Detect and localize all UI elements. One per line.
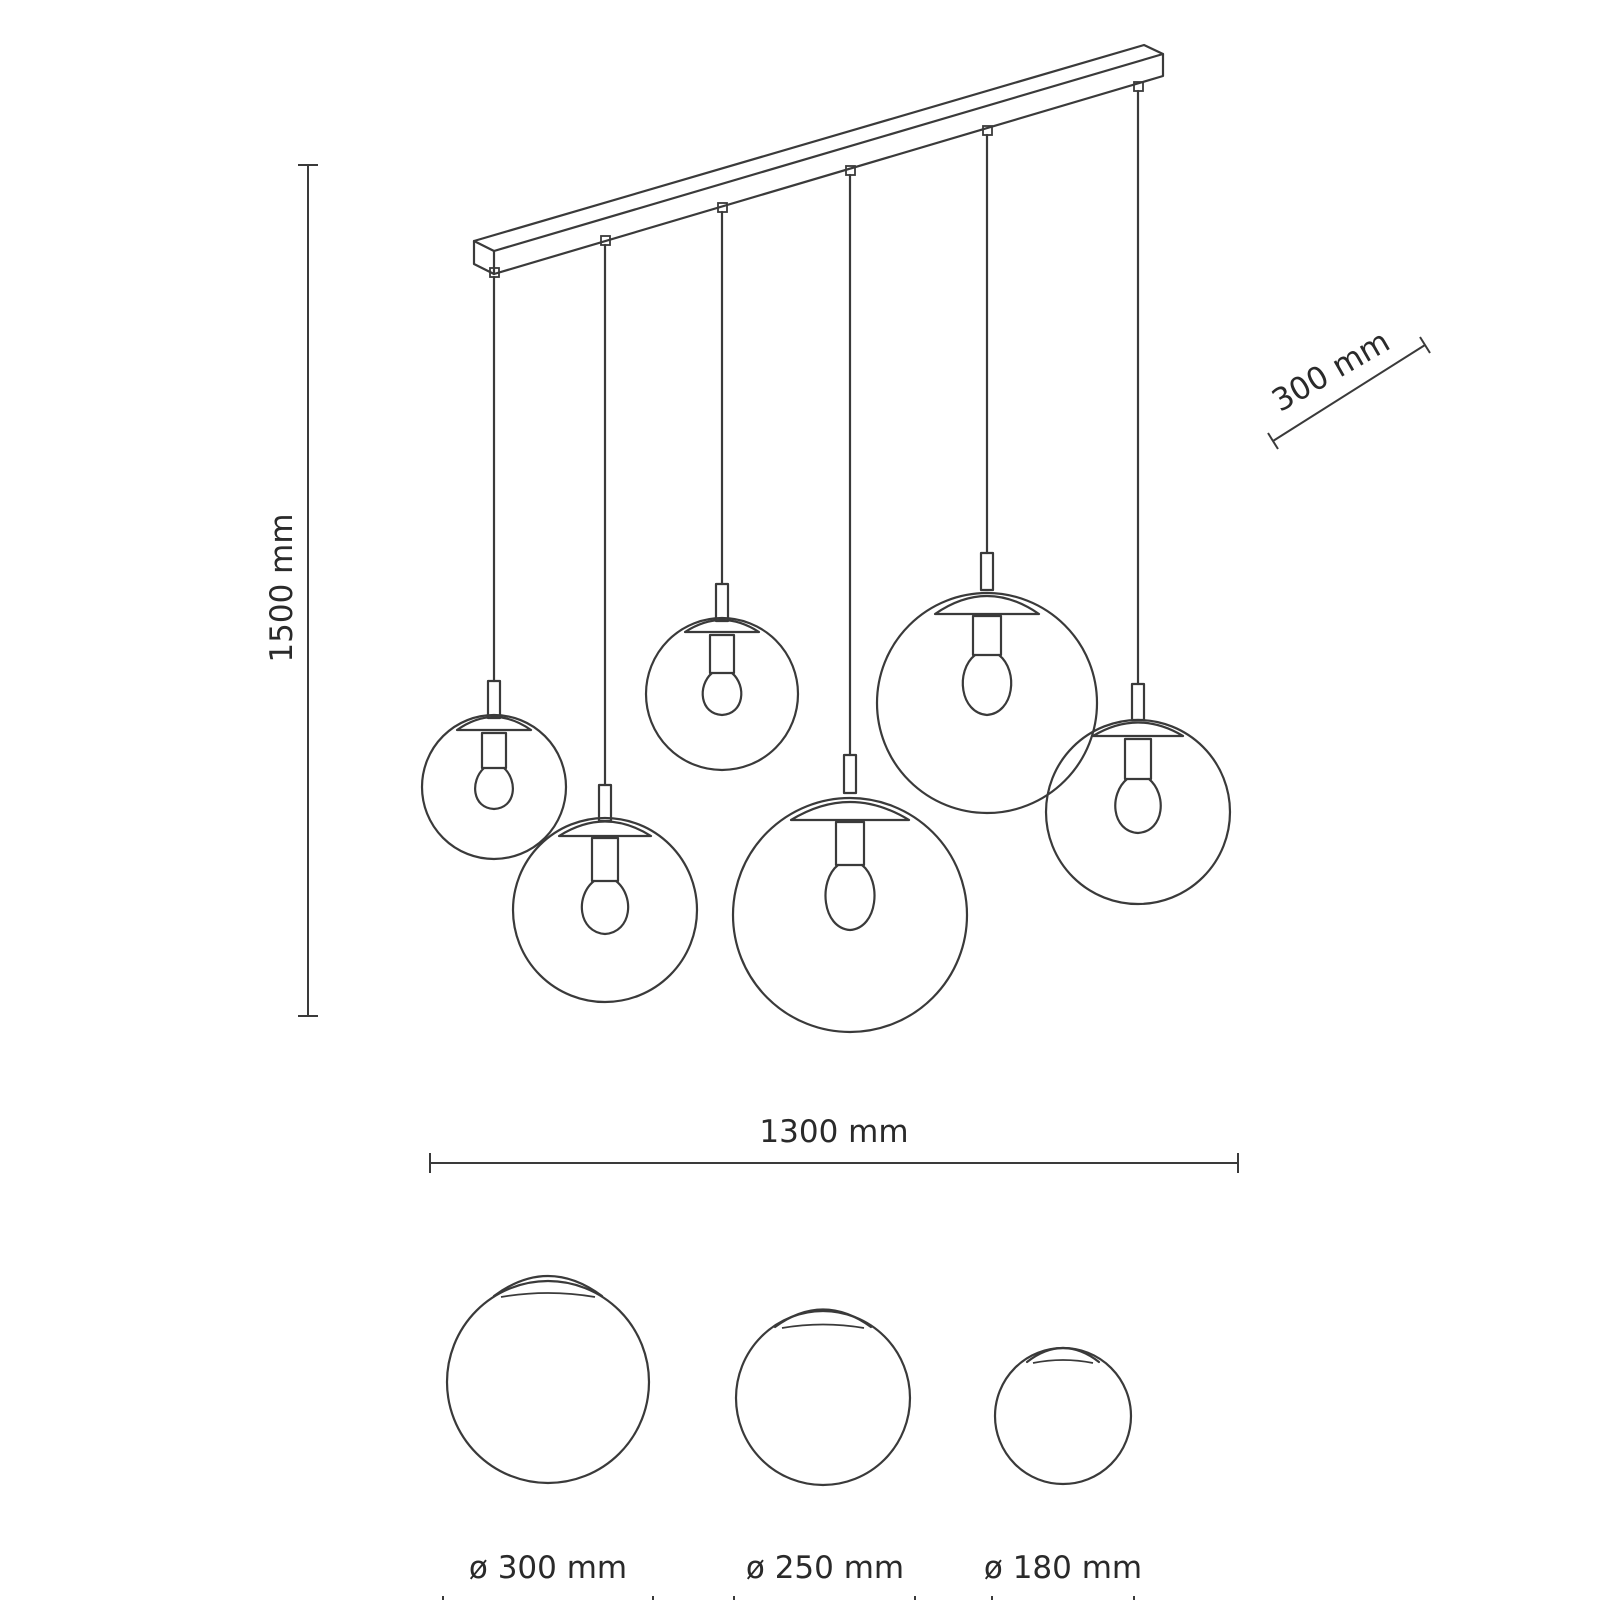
depth-dimension bbox=[1266, 323, 1430, 449]
width-label: 1300 mm bbox=[759, 1114, 909, 1150]
shade-180-label: ø 180 mm bbox=[983, 1550, 1143, 1586]
globe-pendant-6 bbox=[1046, 684, 1230, 904]
globe-pendant-1 bbox=[422, 681, 566, 859]
globe-pendant-2 bbox=[513, 785, 697, 1002]
globe-pendant-3 bbox=[646, 584, 798, 770]
depth-label: 300 mm bbox=[1265, 323, 1397, 420]
height-label: 1500 mm bbox=[264, 513, 300, 663]
pendant-cords bbox=[490, 82, 1143, 785]
globe-pendant-5 bbox=[877, 553, 1097, 813]
globe-pendant-4 bbox=[733, 755, 967, 1032]
shade-300-label: ø 300 mm bbox=[468, 1550, 628, 1586]
width-dimension bbox=[430, 1114, 1238, 1173]
shade-300 bbox=[443, 1276, 653, 1600]
height-dimension bbox=[264, 165, 318, 1016]
shade-180 bbox=[984, 1348, 1142, 1600]
shade-250 bbox=[734, 1310, 915, 1600]
ceiling-bar bbox=[474, 45, 1163, 274]
shade-250-label: ø 250 mm bbox=[745, 1550, 905, 1586]
